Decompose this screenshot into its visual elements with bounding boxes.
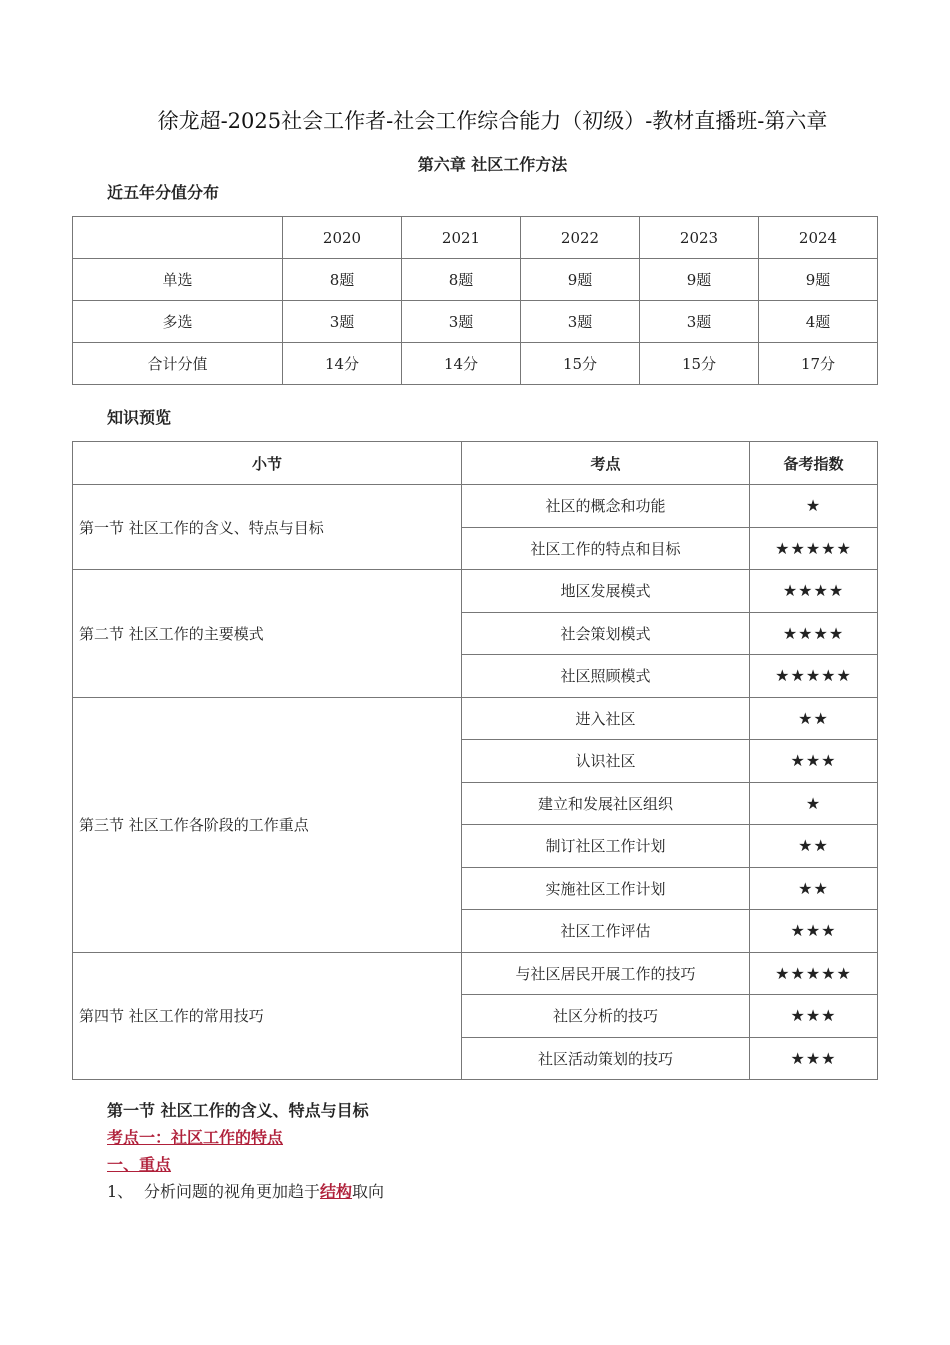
exam-point-cell: 建立和发展社区组织	[462, 782, 750, 825]
score-cell: 3题	[283, 301, 402, 343]
star-rating: ★★	[750, 697, 878, 740]
exam-point-cell: 社区的概念和功能	[462, 485, 750, 528]
exam-point-cell: 社区工作的特点和目标	[462, 527, 750, 570]
star-rating: ★★★	[750, 740, 878, 783]
score-cell: 8题	[402, 259, 521, 301]
score-table	[72, 216, 878, 385]
section-title: 第一节 社区工作的含义、特点与目标	[107, 1101, 369, 1120]
list-item-text: 分析问题的视角更加趋于	[144, 1182, 321, 1201]
score-header-row	[73, 217, 878, 259]
column-header: 考点	[462, 442, 750, 485]
list-item-number: 1、	[107, 1182, 134, 1201]
exam-point-cell: 社区工作评估	[462, 910, 750, 953]
row-label: 合计分值	[73, 343, 283, 385]
knowledge-table	[72, 441, 878, 1080]
star-rating: ★★★★	[750, 612, 878, 655]
star-rating: ★★★★	[750, 570, 878, 613]
score-row	[73, 343, 878, 385]
exam-point-cell: 制订社区工作计划	[462, 825, 750, 868]
score-cell: 15分	[640, 343, 759, 385]
chapter-title: 第六章 社区工作方法	[417, 155, 568, 174]
score-cell: 8题	[283, 259, 402, 301]
row-label: 多选	[73, 301, 283, 343]
section-name-cell: 第二节 社区工作的主要模式	[73, 570, 462, 698]
exam-point-cell: 社会策划模式	[462, 612, 750, 655]
exam-point-cell: 实施社区工作计划	[462, 867, 750, 910]
list-item	[107, 1179, 384, 1202]
table-row	[73, 697, 878, 740]
exam-point-cell: 社区分析的技巧	[462, 995, 750, 1038]
exam-point-cell: 认识社区	[462, 740, 750, 783]
list-item-text-end: 取向	[352, 1182, 385, 1201]
star-rating: ★★★	[750, 1037, 878, 1080]
page-title: 徐龙超-2025社会工作者-社会工作综合能力（初级）-教材直播班-第六章	[157, 109, 828, 133]
exam-point-cell: 社区活动策划的技巧	[462, 1037, 750, 1080]
score-cell: 15分	[521, 343, 640, 385]
year-header: 2020	[283, 217, 402, 259]
score-cell: 3题	[521, 301, 640, 343]
score-cell: 9题	[521, 259, 640, 301]
year-header: 2021	[402, 217, 521, 259]
score-cell: 14分	[402, 343, 521, 385]
year-header: 2023	[640, 217, 759, 259]
score-cell: 3题	[402, 301, 521, 343]
star-rating: ★★★★★	[750, 952, 878, 995]
star-rating: ★★	[750, 825, 878, 868]
exam-point-cell: 进入社区	[462, 697, 750, 740]
score-row	[73, 259, 878, 301]
column-header: 小节	[73, 442, 462, 485]
table-row	[73, 952, 878, 995]
star-rating: ★★★	[750, 910, 878, 953]
star-rating: ★★★	[750, 995, 878, 1038]
exam-point-title: 考点一：社区工作的特点	[107, 1128, 284, 1147]
highlighted-term: 结构	[320, 1182, 353, 1201]
score-corner-cell	[73, 217, 283, 259]
table-row	[73, 485, 878, 528]
exam-point-cell: 社区照顾模式	[462, 655, 750, 698]
row-label: 单选	[73, 259, 283, 301]
knowledge-heading: 知识预览	[107, 408, 172, 427]
score-cell: 4题	[759, 301, 878, 343]
score-cell: 3题	[640, 301, 759, 343]
score-cell: 14分	[283, 343, 402, 385]
score-cell: 9题	[640, 259, 759, 301]
score-cell: 17分	[759, 343, 878, 385]
section-name-cell: 第四节 社区工作的常用技巧	[73, 952, 462, 1080]
table-row	[73, 570, 878, 613]
exam-point-cell: 地区发展模式	[462, 570, 750, 613]
score-row	[73, 301, 878, 343]
star-rating: ★★★★★	[750, 527, 878, 570]
knowledge-header-row	[73, 442, 878, 485]
year-header: 2024	[759, 217, 878, 259]
year-header: 2022	[521, 217, 640, 259]
key-points-title: 一、重点	[107, 1155, 172, 1174]
exam-point-cell: 与社区居民开展工作的技巧	[462, 952, 750, 995]
star-rating: ★★	[750, 867, 878, 910]
star-rating: ★	[750, 782, 878, 825]
section-name-cell: 第三节 社区工作各阶段的工作重点	[73, 697, 462, 952]
star-rating: ★	[750, 485, 878, 528]
star-rating: ★★★★★	[750, 655, 878, 698]
section-name-cell: 第一节 社区工作的含义、特点与目标	[73, 485, 462, 570]
score-cell: 9题	[759, 259, 878, 301]
column-header: 备考指数	[750, 442, 878, 485]
score-heading: 近五年分值分布	[107, 183, 220, 202]
